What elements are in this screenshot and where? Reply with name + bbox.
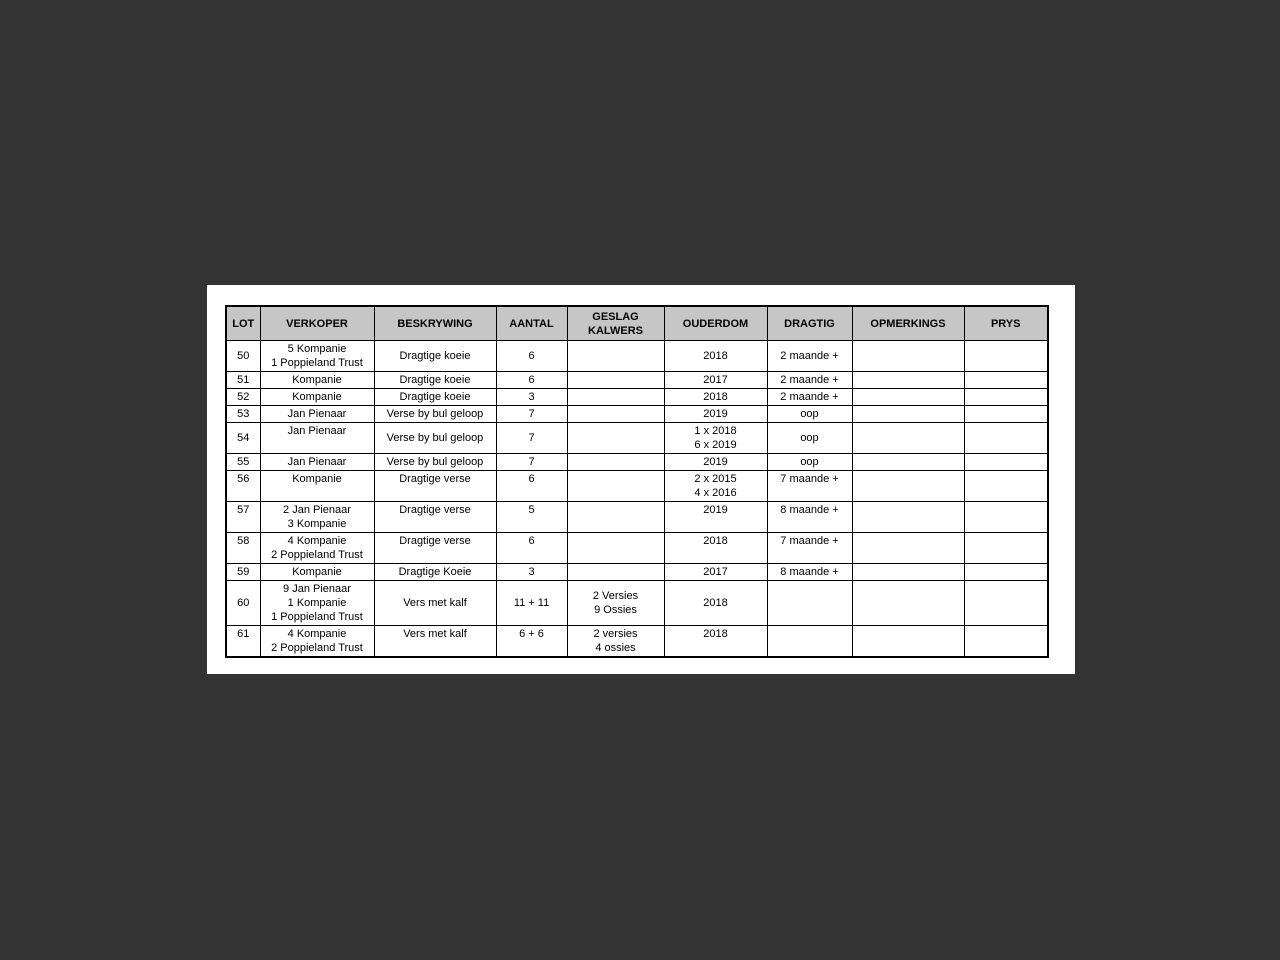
- cell-verkoper: 2 Jan Pienaar 3 Kompanie: [260, 502, 374, 533]
- cell-dragtig: oop: [767, 454, 852, 471]
- cell-verkoper: Jan Pienaar: [260, 423, 374, 454]
- table-row: [226, 454, 1048, 471]
- cell-dragtig: oop: [767, 406, 852, 423]
- cell-ouderdom: 2018: [664, 626, 767, 658]
- table-row: [226, 389, 1048, 406]
- cell-verkoper: 9 Jan Pienaar 1 Kompanie 1 Poppieland Trust: [260, 581, 374, 626]
- cell-aantal: 6: [496, 341, 567, 372]
- table-body: [226, 341, 1048, 658]
- cell-opmerkings: [852, 564, 964, 581]
- cell-lot: 53: [226, 406, 260, 423]
- cell-dragtig: 7 maande +: [767, 533, 852, 564]
- cell-geslag: [567, 471, 664, 502]
- cell-verkoper: Kompanie: [260, 471, 374, 502]
- cell-verkoper: Jan Pienaar: [260, 454, 374, 471]
- cell-beskrywing: Dragtige verse: [374, 502, 496, 533]
- cell-dragtig: 2 maande +: [767, 341, 852, 372]
- cell-beskrywing: Verse by bul geloop: [374, 406, 496, 423]
- cell-beskrywing: Vers met kalf: [374, 626, 496, 658]
- cell-aantal: 7: [496, 454, 567, 471]
- table-row: [226, 502, 1048, 533]
- table-row: [226, 626, 1048, 658]
- column-header-beskrywing: BESKRYWING: [374, 306, 496, 341]
- cell-beskrywing: Vers met kalf: [374, 581, 496, 626]
- cell-verkoper: Kompanie: [260, 389, 374, 406]
- column-header-dragtig: DRAGTIG: [767, 306, 852, 341]
- cell-beskrywing: Dragtige koeie: [374, 389, 496, 406]
- cell-dragtig: 7 maande +: [767, 471, 852, 502]
- cell-geslag: [567, 423, 664, 454]
- cell-geslag: [567, 533, 664, 564]
- column-header-opmerkings: OPMERKINGS: [852, 306, 964, 341]
- cell-aantal: 6: [496, 372, 567, 389]
- cell-verkoper: Kompanie: [260, 372, 374, 389]
- cell-ouderdom: 2019: [664, 502, 767, 533]
- header-row: [226, 306, 1048, 341]
- cell-verkoper: 5 Kompanie 1 Poppieland Trust: [260, 341, 374, 372]
- cell-prys: [964, 533, 1048, 564]
- cell-aantal: 7: [496, 406, 567, 423]
- cell-aantal: 6 + 6: [496, 626, 567, 658]
- cell-aantal: 6: [496, 471, 567, 502]
- table-header: [226, 306, 1048, 341]
- column-header-prys: PRYS: [964, 306, 1048, 341]
- cell-aantal: 7: [496, 423, 567, 454]
- cell-prys: [964, 423, 1048, 454]
- cell-lot: 54: [226, 423, 260, 454]
- cell-opmerkings: [852, 471, 964, 502]
- cell-lot: 57: [226, 502, 260, 533]
- table-row: [226, 423, 1048, 454]
- column-header-verkoper: VERKOPER: [260, 306, 374, 341]
- cell-opmerkings: [852, 454, 964, 471]
- cell-dragtig: oop: [767, 423, 852, 454]
- cell-ouderdom: 2018: [664, 533, 767, 564]
- column-header-lot: LOT: [226, 306, 260, 341]
- cell-opmerkings: [852, 502, 964, 533]
- cell-ouderdom: 2 x 2015 4 x 2016: [664, 471, 767, 502]
- cell-lot: 52: [226, 389, 260, 406]
- cell-beskrywing: Dragtige verse: [374, 471, 496, 502]
- cell-geslag: [567, 341, 664, 372]
- cell-verkoper: Jan Pienaar: [260, 406, 374, 423]
- cell-prys: [964, 389, 1048, 406]
- cell-opmerkings: [852, 341, 964, 372]
- cell-ouderdom: 2017: [664, 564, 767, 581]
- cell-geslag: [567, 389, 664, 406]
- auction-lot-table: [225, 305, 1049, 658]
- cell-prys: [964, 471, 1048, 502]
- cell-opmerkings: [852, 372, 964, 389]
- cell-ouderdom: 1 x 2018 6 x 2019: [664, 423, 767, 454]
- table-row: [226, 533, 1048, 564]
- cell-prys: [964, 454, 1048, 471]
- cell-aantal: 3: [496, 564, 567, 581]
- cell-dragtig: 2 maande +: [767, 389, 852, 406]
- column-header-geslag: GESLAG KALWERS: [567, 306, 664, 341]
- cell-prys: [964, 502, 1048, 533]
- cell-beskrywing: Dragtige verse: [374, 533, 496, 564]
- table-row: [226, 581, 1048, 626]
- cell-ouderdom: 2018: [664, 389, 767, 406]
- cell-prys: [964, 341, 1048, 372]
- cell-aantal: 6: [496, 533, 567, 564]
- cell-lot: 51: [226, 372, 260, 389]
- cell-prys: [964, 564, 1048, 581]
- cell-aantal: 3: [496, 389, 567, 406]
- document-page: [207, 285, 1075, 674]
- cell-verkoper: Kompanie: [260, 564, 374, 581]
- cell-dragtig: 8 maande +: [767, 564, 852, 581]
- cell-prys: [964, 406, 1048, 423]
- cell-beskrywing: Verse by bul geloop: [374, 454, 496, 471]
- cell-geslag: [567, 454, 664, 471]
- cell-lot: 58: [226, 533, 260, 564]
- cell-geslag: 2 versies 4 ossies: [567, 626, 664, 658]
- cell-opmerkings: [852, 533, 964, 564]
- cell-ouderdom: 2018: [664, 341, 767, 372]
- cell-dragtig: 8 maande +: [767, 502, 852, 533]
- cell-beskrywing: Verse by bul geloop: [374, 423, 496, 454]
- cell-verkoper: 4 Kompanie 2 Poppieland Trust: [260, 626, 374, 658]
- cell-ouderdom: 2018: [664, 581, 767, 626]
- cell-opmerkings: [852, 581, 964, 626]
- cell-lot: 50: [226, 341, 260, 372]
- table-row: [226, 471, 1048, 502]
- cell-verkoper: 4 Kompanie 2 Poppieland Trust: [260, 533, 374, 564]
- cell-beskrywing: Dragtige Koeie: [374, 564, 496, 581]
- cell-prys: [964, 626, 1048, 658]
- table-row: [226, 341, 1048, 372]
- column-header-ouderdom: OUDERDOM: [664, 306, 767, 341]
- cell-opmerkings: [852, 423, 964, 454]
- cell-prys: [964, 581, 1048, 626]
- cell-aantal: 5: [496, 502, 567, 533]
- cell-geslag: [567, 502, 664, 533]
- table-row: [226, 406, 1048, 423]
- cell-lot: 55: [226, 454, 260, 471]
- cell-dragtig: 2 maande +: [767, 372, 852, 389]
- cell-beskrywing: Dragtige koeie: [374, 341, 496, 372]
- cell-geslag: [567, 406, 664, 423]
- cell-lot: 56: [226, 471, 260, 502]
- cell-ouderdom: 2019: [664, 406, 767, 423]
- cell-dragtig: [767, 581, 852, 626]
- cell-opmerkings: [852, 626, 964, 658]
- cell-geslag: [567, 564, 664, 581]
- cell-opmerkings: [852, 406, 964, 423]
- cell-prys: [964, 372, 1048, 389]
- cell-lot: 59: [226, 564, 260, 581]
- cell-lot: 61: [226, 626, 260, 658]
- cell-opmerkings: [852, 389, 964, 406]
- cell-lot: 60: [226, 581, 260, 626]
- cell-aantal: 11 + 11: [496, 581, 567, 626]
- column-header-aantal: AANTAL: [496, 306, 567, 341]
- cell-beskrywing: Dragtige koeie: [374, 372, 496, 389]
- table-row: [226, 564, 1048, 581]
- cell-ouderdom: 2019: [664, 454, 767, 471]
- cell-dragtig: [767, 626, 852, 658]
- cell-geslag: [567, 372, 664, 389]
- table-row: [226, 372, 1048, 389]
- cell-geslag: 2 Versies 9 Ossies: [567, 581, 664, 626]
- cell-ouderdom: 2017: [664, 372, 767, 389]
